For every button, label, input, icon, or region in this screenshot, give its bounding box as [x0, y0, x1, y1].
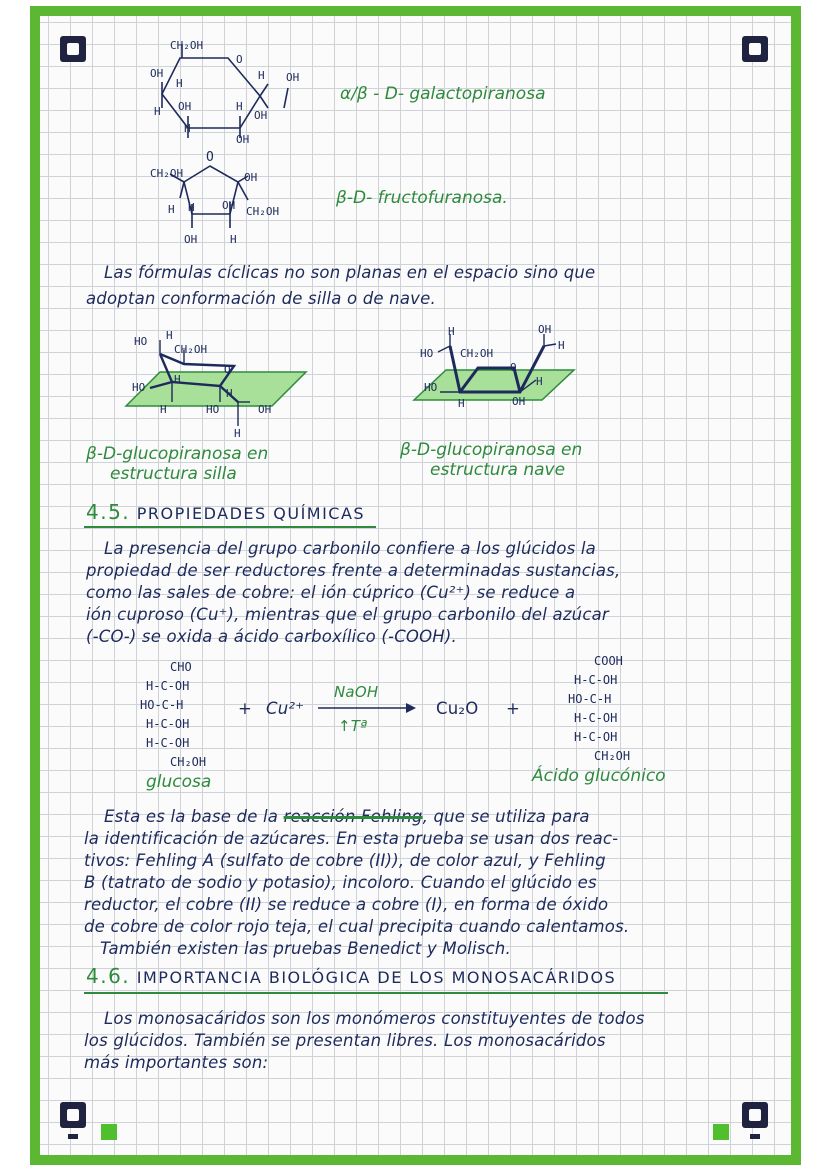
section-4-5-heading	[86, 500, 365, 524]
corner-marker-top-left	[60, 36, 86, 62]
gal-atom-h4: H	[258, 69, 265, 82]
chemical-line-1: La presencia del grupo carbonilo confiere a los glúcidos la	[104, 539, 596, 558]
mono-line-1: Los monosacáridos son los monómeros constituyentes de todos	[104, 1009, 645, 1028]
boat-atom-h2: H	[558, 339, 565, 352]
fru-atom-h3: H	[230, 233, 237, 246]
conformation-line-2: adoptan conformación de silla o de nave.	[86, 289, 436, 308]
mono-line-3: más importantes son:	[84, 1053, 269, 1072]
plus-sign-1: +	[238, 699, 253, 718]
acid-line-3: HO-C-H	[568, 692, 612, 706]
condition-naoh: NaOH	[334, 683, 379, 701]
chair-atom-h2: H	[174, 373, 181, 386]
chair-conformation-drawing	[120, 330, 310, 440]
fru-atom-oh: OH	[244, 171, 258, 184]
glucose-line-4: H-C-OH	[146, 717, 190, 731]
marker-dash-left	[68, 1134, 78, 1139]
fru-atom-oh3: OH	[184, 233, 198, 246]
chemical-line-3: como las sales de cobre: el ión cúprico (Cu²⁺) se reduce a	[86, 583, 576, 602]
fru-atom-oh2: OH	[222, 199, 236, 212]
acid-line-1: COOH	[594, 654, 623, 668]
boat-atom-h4: H	[458, 397, 465, 410]
chair-atom-o: O	[224, 363, 231, 376]
fructose-label: β-D- fructofuranosa.	[336, 188, 508, 208]
acid-line-2: H-C-OH	[574, 673, 618, 687]
chemical-line-4: ión cuproso (Cu⁺), mientras que el grupo carbonilo del azúcar	[86, 605, 609, 624]
fehling-struck-text: reacción Fehling	[283, 807, 423, 826]
section-4-5-title: PROPIEDADES QUÍMICAS	[136, 504, 366, 523]
gal-atom-h-left: H	[176, 77, 183, 90]
fru-atom-ch2oh2: CH₂OH	[246, 205, 280, 218]
chair-atom-ho3: HO	[206, 403, 220, 416]
gal-atom-ch2oh: CH₂OH	[170, 39, 204, 52]
section-4-6-title: IMPORTANCIA BIOLÓGICA DE LOS MONOSACÁRIDOS	[136, 968, 617, 987]
fru-atom-h1: H	[168, 203, 175, 216]
corner-marker-bottom-right	[742, 1102, 768, 1128]
glucose-line-6: CH₂OH	[170, 755, 207, 769]
fehling-line-1-post: , que se utiliza para	[422, 807, 590, 826]
fru-atom-ch2oh: CH₂OH	[150, 167, 184, 180]
gluconic-acid-fischer	[568, 652, 631, 766]
chair-atom-ho: HO	[134, 335, 148, 348]
fru-atom-o: O	[206, 150, 214, 165]
chair-atom-oh: OH	[258, 403, 272, 416]
chair-atom-h4: H	[160, 403, 167, 416]
boat-atom-oh: OH	[538, 323, 552, 336]
mono-line-2: los glúcidos. También se presentan libres. Los monosacáridos	[84, 1031, 606, 1050]
chair-caption-2: estructura silla	[110, 464, 237, 484]
gal-atom-h2: H	[154, 105, 161, 118]
fru-atom-h2: H	[188, 201, 195, 214]
boat-caption-1: β-D-glucopiranosa en	[400, 440, 583, 460]
gal-atom-oh2: OH	[178, 100, 192, 113]
product-cu2o: Cu₂O	[436, 699, 479, 718]
chemical-line-2: propiedad de ser reductores frente a determinadas sustancias,	[86, 561, 621, 580]
copper-ion: Cu²⁺	[266, 699, 305, 718]
fehling-line-1	[104, 806, 590, 827]
chair-atom-h5: H	[234, 427, 241, 440]
conformation-line-1: Las fórmulas cíclicas no son planas en el espacio sino que	[104, 263, 596, 282]
boat-atom-ho2: HO	[424, 381, 438, 394]
gal-atom-oh-left: OH	[150, 67, 164, 80]
fructose-ring-drawing	[150, 152, 310, 242]
chair-caption-1: β-D-glucopiranosa en	[86, 444, 269, 464]
acid-line-6: CH₂OH	[594, 749, 631, 763]
galactose-label: α/β - D- galactopiranosa	[340, 84, 546, 104]
gal-atom-oh5: OH	[236, 133, 250, 146]
chemical-line-5: (-CO-) se oxida a ácido carboxílico (-COOH).	[86, 627, 457, 646]
boat-atom-oh2: OH	[512, 395, 526, 408]
fehling-line-5: reductor, el cobre (II) se reduce a cobre (I), en forma de óxido	[84, 895, 609, 914]
corner-marker-top-right	[742, 36, 768, 62]
glucose-line-2: H-C-OH	[146, 679, 190, 693]
fehling-line-6: de cobre de color rojo teja, el cual precipita cuando calentamos.	[84, 917, 630, 936]
chair-atom-ch2oh: CH₂OH	[174, 343, 208, 356]
fehling-line-4: B (tatrato de sodio y potasio), incoloro. Cuando el glúcido es	[84, 873, 597, 892]
acid-line-5: H-C-OH	[574, 730, 618, 744]
section-4-5-number: 4.5.	[86, 500, 131, 524]
boat-caption-2: estructura nave	[430, 460, 566, 480]
reaction-arrow	[318, 702, 418, 714]
gluconic-acid-label: Ácido glucónico	[532, 766, 666, 786]
gal-atom-h3: H	[236, 100, 243, 113]
boat-atom-o: O	[510, 361, 517, 374]
boat-atom-h3: H	[536, 375, 543, 388]
gal-atom-h5: H	[184, 122, 191, 135]
section-4-6-number: 4.6.	[86, 964, 131, 988]
gal-atom-o: O	[236, 53, 243, 66]
glucose-label: glucosa	[146, 772, 212, 792]
section-4-6-heading	[86, 964, 616, 988]
boat-atom-ho: HO	[420, 347, 434, 360]
fehling-line-1-pre: Esta es la base de la	[104, 807, 284, 826]
glucose-fischer	[140, 658, 207, 772]
section-4-6-underline	[84, 992, 668, 994]
gal-atom-oh3: OH	[254, 109, 268, 122]
boat-atom-h: H	[448, 325, 455, 338]
boat-conformation-drawing	[410, 322, 580, 412]
plus-sign-2: +	[506, 699, 521, 718]
fehling-line-7: También existen las pruebas Benedict y Molisch.	[100, 939, 511, 958]
chair-atom-h: H	[166, 329, 173, 342]
green-square-right	[713, 1124, 729, 1140]
chair-atom-h3: H	[226, 387, 233, 400]
glucose-line-5: H-C-OH	[146, 736, 190, 750]
gal-atom-oh4: OH	[286, 71, 300, 84]
section-4-5-underline	[84, 526, 376, 528]
corner-marker-bottom-left	[60, 1102, 86, 1128]
acid-line-4: H-C-OH	[574, 711, 618, 725]
condition-temperature: ↑Tª	[338, 717, 368, 735]
fehling-line-3: tivos: Fehling A (sulfato de cobre (II)), de color azul, y Fehling	[84, 851, 606, 870]
green-square-left	[101, 1124, 117, 1140]
chair-atom-ho2: HO	[132, 381, 146, 394]
marker-dash-right	[750, 1134, 760, 1139]
glucose-line-1: CHO	[170, 660, 192, 674]
boat-atom-ch2oh: CH₂OH	[460, 347, 494, 360]
fehling-line-2: la identificación de azúcares. En esta prueba se usan dos reac-	[84, 829, 619, 848]
glucose-line-3: HO-C-H	[140, 698, 184, 712]
